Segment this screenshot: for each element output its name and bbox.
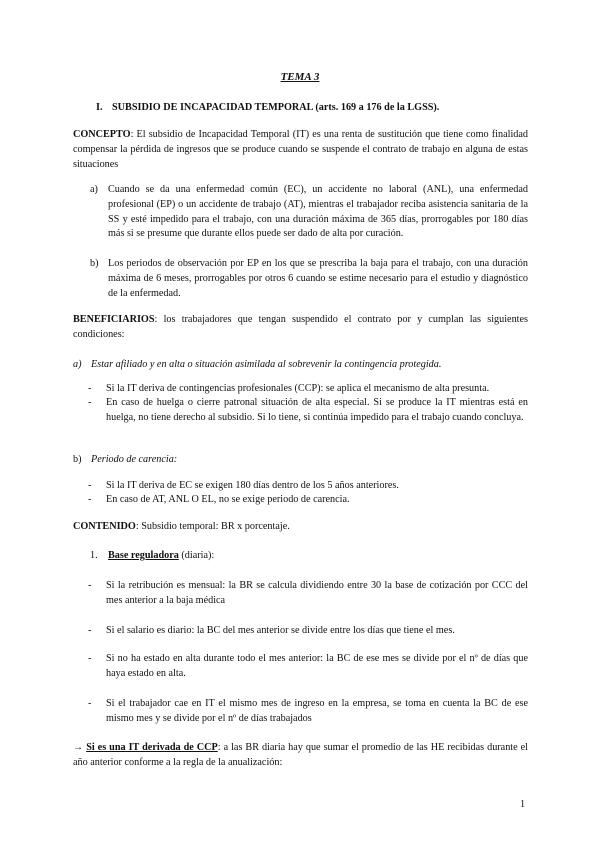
- contenido-label: CONTENIDO: [73, 521, 136, 532]
- list-item-text: Si la retribución es mensual: la BR se calcula dividiendo entre 30 la base de cotización por CCC del mes anterior a la baja médica: [106, 580, 528, 606]
- base-suffix: (diaria):: [178, 550, 215, 561]
- condition-a: [73, 358, 528, 373]
- condition-text: Estar afiliado y en alta o situación asimilada al sobrevenir la contingencia protegida.: [91, 359, 442, 370]
- page-title: TEMA 3: [280, 71, 320, 83]
- concepto-text: : El subsidio de Incapacidad Temporal (IT) es una renta de sustitución que tiene como finalidad compensar la pérdida de ingresos que se produce cuando se suspende el contrato de trabajo en alguna de estas situaciones: [73, 129, 528, 170]
- list-item-text: Si el trabajador cae en IT el mismo mes de ingreso en la empresa, se toma en cuenta la BC de ese mismo mes y se divide por el nº de días trabajados: [106, 698, 528, 724]
- list-item: - En caso de huelga o cierre patronal situación de alta especial. Si se produce la IT mientras está en huelga, no tiene derecho al subsidio. Si lo tiene, si continúa impedido para el trabajo cuando concluya.: [88, 396, 528, 426]
- list-item: - Si la IT deriva de EC se exigen 180 días dentro de los 5 años anteriores.: [88, 479, 528, 494]
- condition-b: [73, 453, 528, 468]
- list-item: - Si el salario es diario: la BC del mes anterior se divide entre los días que tiene el mes.: [88, 624, 528, 639]
- condition-marker: a): [73, 359, 82, 370]
- list-item: - Si la retribución es mensual: la BR se calcula dividiendo entre 30 la base de cotización por CCC del mes anterior a la baja médica: [88, 579, 528, 609]
- item-text: Los periodos de observación por EP en los que se prescriba la baja para el trabajo, con una duración máxima de 6 meses, prorrogables por otros 6 cuando se estime necesario para el estudio y diagnóstico de la enfermedad.: [108, 258, 528, 299]
- item-marker: a): [90, 184, 98, 195]
- list-item: - Si la IT deriva de contingencias profesionales (CCP): se aplica el mecanismo de alta presunta.: [88, 382, 528, 397]
- beneficiarios-text: : los trabajadores que tengan suspendido el contrato por y cumplan las siguientes condiciones:: [73, 314, 528, 340]
- list-item-text: En caso de huelga o cierre patronal situación de alta especial. Si se produce la IT mientras está en huelga, no tiene derecho al subsidio. Si lo tiene, si continúa impedido para el trabajo cuando concluya.: [106, 397, 528, 423]
- list-item-text: Si la IT deriva de EC se exigen 180 días dentro de los 5 años anteriores.: [106, 480, 399, 491]
- beneficiarios-label: BENEFICIARIOS: [73, 314, 155, 325]
- ccp-paragraph: [73, 741, 528, 771]
- list-item-text: Si el salario es diario: la BC del mes anterior se divide entre los días que tiene el mes.: [106, 625, 455, 636]
- list-item: - Si no ha estado en alta durante todo el mes anterior: la BC de ese mes se divide por el nº de días que haya estado en alta.: [88, 652, 528, 682]
- item-marker: b): [90, 258, 99, 269]
- page-number: 1: [520, 799, 526, 810]
- contenido-paragraph: [73, 520, 528, 535]
- concepto-item-b: [90, 257, 528, 301]
- condition-marker: b): [73, 454, 82, 465]
- list-item-text: Si no ha estado en alta durante todo el mes anterior: la BC de ese mes se divide por el nº de días que haya estado en alta.: [106, 653, 528, 679]
- concepto-item-a: [90, 183, 528, 242]
- condition-text: Periodo de carencia:: [91, 454, 178, 465]
- section-number: I.: [96, 102, 103, 113]
- list-item: - Si el trabajador cae en IT el mismo mes de ingreso en la empresa, se toma en cuenta la BC de ese mismo mes y se divide por el nº de días trabajados: [88, 697, 528, 727]
- arrow-icon: →: [73, 742, 84, 753]
- base-number: 1.: [90, 550, 98, 561]
- section-heading: [96, 101, 439, 116]
- concepto-label: CONCEPTO: [73, 129, 131, 140]
- section-heading-text: SUBSIDIO DE INCAPACIDAD TEMPORAL (arts. 169 a 176 de la LGSS).: [112, 102, 440, 113]
- contenido-text: : Subsidio temporal: BR x porcentaje.: [135, 521, 290, 532]
- base-label: Base reguladora: [108, 550, 179, 561]
- list-item-text: Si la IT deriva de contingencias profesionales (CCP): se aplica el mecanismo de alta presunta.: [106, 383, 490, 394]
- concepto-paragraph: [73, 128, 528, 172]
- ccp-label: Si es una IT derivada de CCP: [86, 742, 218, 753]
- item-text: Cuando se da una enfermedad común (EC), un accidente no laboral (ANL), una enfermedad profesional (EP) o un accidente de trabajo (AT), mientras el trabajador reciba asistencia sanitaria de la SS y esté impedido para el trabajo, con una duración máxima de 365 días, prorrogables por 180 días más si se presume que durante ellos puede ser dado de alta por curación.: [108, 184, 528, 240]
- ccp-text: : a las BR diaria hay que sumar el promedio de las HE recibidas durante el año anterior conforme a la regla de la anualización:: [73, 742, 528, 768]
- list-item-text: En caso de AT, ANL O EL, no se exige periodo de carencia.: [106, 494, 350, 505]
- beneficiarios-paragraph: [73, 313, 528, 343]
- list-item: - En caso de AT, ANL O EL, no se exige periodo de carencia.: [88, 493, 528, 508]
- base-reguladora-heading: [90, 549, 214, 564]
